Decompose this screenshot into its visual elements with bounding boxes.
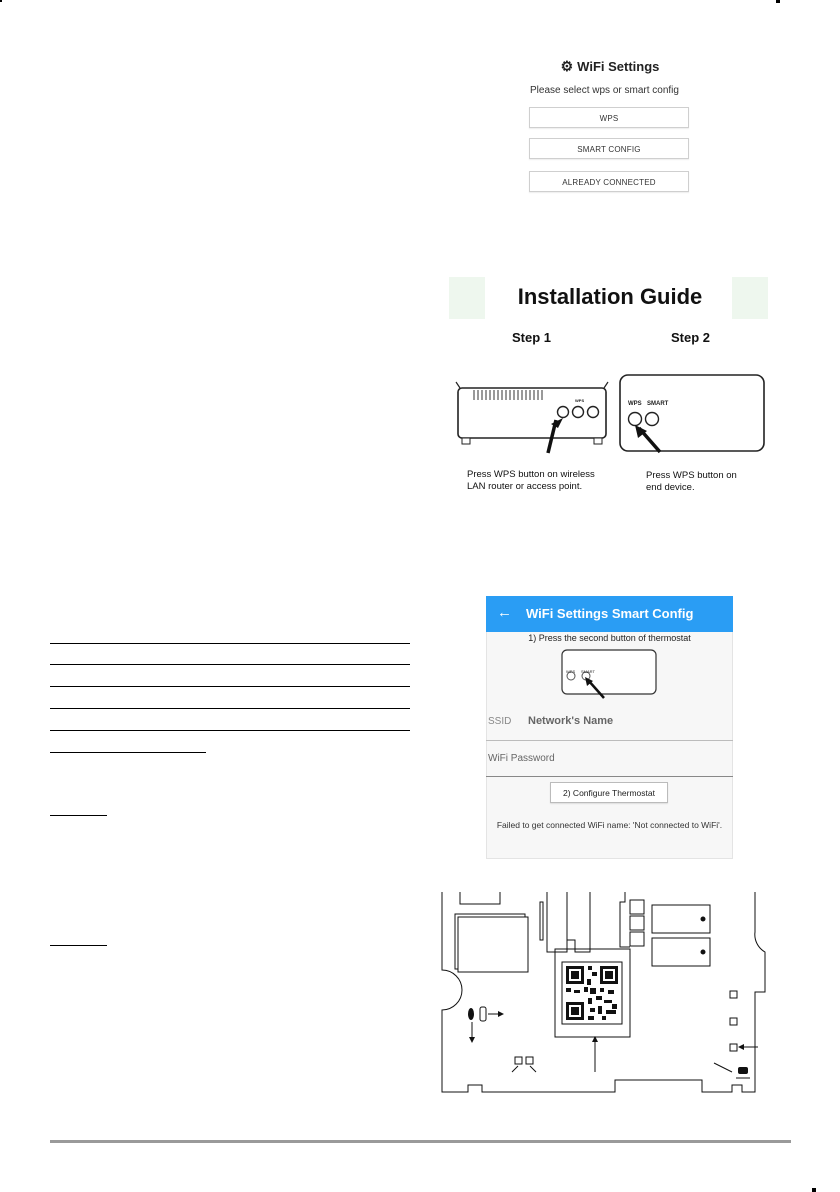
device-wps-label: WPS xyxy=(628,401,642,407)
router-wps-label: WPS xyxy=(575,398,585,403)
step-2-label: Step 2 xyxy=(671,330,711,345)
mini-smart-label: SMART xyxy=(581,669,595,674)
wps-button[interactable]: WPS xyxy=(529,107,689,128)
wifi-settings-subtitle: Please select wps or smart config xyxy=(530,85,679,96)
crop-mark-right xyxy=(776,0,780,3)
ssid-label: SSID xyxy=(488,716,512,727)
installation-guide-title: Installation Guide xyxy=(517,284,703,309)
rule-line xyxy=(50,752,206,753)
already-connected-button[interactable]: ALREADY CONNECTED xyxy=(529,171,689,192)
crop-mark-bottom-right xyxy=(812,1188,816,1192)
error-message: Failed to get connected WiFi name: 'Not connected to WiFi'. xyxy=(496,820,723,830)
rule-line xyxy=(50,686,410,687)
wifi-password-input[interactable]: WiFi Password xyxy=(488,753,555,764)
smart-config-header xyxy=(486,596,733,632)
router-illustration xyxy=(452,380,612,460)
device-illustration xyxy=(618,372,768,454)
rule-line xyxy=(50,643,410,644)
gear-icon: ⚙ xyxy=(560,58,574,74)
underline-mark xyxy=(50,815,107,816)
password-divider xyxy=(486,776,733,777)
rule-line xyxy=(50,664,410,665)
smart-config-step1-text: 1) Press the second button of thermostat xyxy=(528,633,691,643)
wifi-settings-title: ⚙ WiFi Settings xyxy=(560,58,660,74)
pcb-diagram xyxy=(440,892,770,1100)
step-1-caption: Press WPS button on wireless LAN router or access point. xyxy=(467,469,595,492)
rule-line xyxy=(50,730,410,731)
thermostat-mini-illustration xyxy=(560,648,660,700)
step-1-label: Step 1 xyxy=(512,330,552,345)
crop-mark-left xyxy=(0,0,2,2)
configure-thermostat-button[interactable]: 2) Configure Thermostat xyxy=(550,782,668,803)
mini-wps-label: WPS xyxy=(566,669,576,674)
step-2-caption: Press WPS button on end device. xyxy=(646,470,737,493)
ssid-divider xyxy=(486,740,733,741)
smart-config-title: WiFi Settings Smart Config xyxy=(526,606,694,621)
guide-decor-right xyxy=(732,277,768,319)
guide-decor-left xyxy=(449,277,485,319)
footer-divider xyxy=(50,1140,791,1143)
rule-line xyxy=(50,708,410,709)
device-smart-label: SMART xyxy=(647,401,669,407)
underline-mark xyxy=(50,945,107,946)
ssid-input[interactable]: Network's Name xyxy=(528,715,614,727)
back-arrow-icon[interactable]: ← xyxy=(497,604,512,621)
smart-config-button[interactable]: SMART CONFIG xyxy=(529,138,689,159)
